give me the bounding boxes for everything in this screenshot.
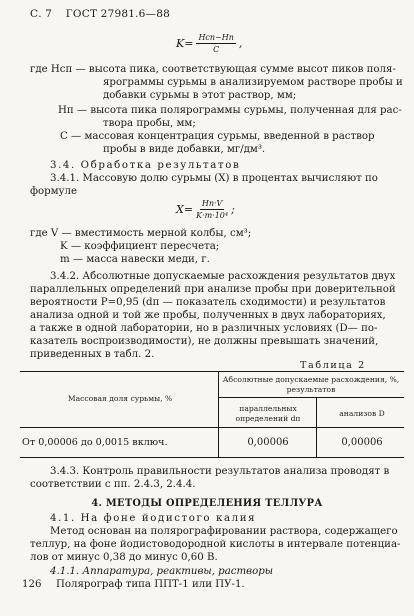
table-title: Таблица 2: [300, 359, 366, 371]
para-3-4-2-line3: вероятности P=0,95 (dп — показатель сходимости) и результатов: [30, 296, 386, 308]
table-col-divider: [218, 371, 219, 457]
table-row-d: 0,00006: [247, 437, 289, 449]
para-3-4-1-line1: 3.4.1. Массовую долю сурьмы (X) в процентах вычисляют по: [50, 173, 378, 185]
section-4-title: 4. МЕТОДЫ ОПРЕДЕЛЕНИЯ ТЕЛЛУРА: [91, 497, 323, 509]
formula-x: [176, 199, 235, 220]
def-hp-line1: Hп — высота пика полярограммы сурьмы, полученная для рас-: [58, 105, 402, 117]
def-hsp-line1: где Hсп — высота пика, соответствующая сумме высот пиков поля-: [30, 64, 396, 76]
def-hsp-line2: ярограммы сурьмы в анализируемом растворе пробы и: [103, 77, 403, 89]
def-v: где V — вместимость мерной колбы, см³;: [30, 227, 252, 239]
table-subheader-rule: [218, 397, 404, 398]
table-sub1-header: параллельных определений dп: [235, 403, 301, 423]
formula-k-denominator: C: [213, 45, 220, 55]
formula-k: [176, 33, 242, 54]
def-c-line1: C — массовая концентрация сурьмы, введенной в раствор: [60, 131, 375, 143]
para-3-4-3-line2: соответствии с пп. 2.4.3, 2.4.4.: [30, 479, 196, 491]
para-4-1-line3: лов от минус 0,38 до минус 0,60 В.: [30, 552, 218, 564]
page-number: 126: [22, 579, 42, 591]
table-bottom-rule: [20, 457, 404, 458]
table-row-range: От 0,00006 до 0,0015 включ.: [22, 437, 168, 449]
para-3-4-2-line5: а также в одной лаборатории, но в различных условиях (D— по-: [30, 322, 378, 334]
formula-k-lhs: K=: [176, 37, 194, 51]
header-page: С. 7: [30, 8, 53, 20]
table-header-rule: [20, 427, 404, 428]
header-standard: ГОСТ 27981.6—88: [65, 8, 170, 20]
def-m: m — масса навески меди, г.: [60, 253, 210, 265]
table-col1-header: Массовая доля сурьмы, %: [67, 394, 173, 404]
formula-x-tail: ;: [231, 203, 235, 217]
para-4-1-1-title: 4.1.1. Аппаратура, реактивы, растворы: [50, 566, 274, 578]
def-hsp-line3: добавки сурьмы в этот раствор, мм;: [103, 90, 297, 102]
table-sub2-header: анализов D: [339, 409, 385, 419]
para-4-1-title: 4.1. На фоне йодистого калия: [50, 513, 257, 525]
table-row-D: 0,00006: [341, 437, 383, 449]
para-4-1-line1: Метод основан на полярографировании раствора, содержащего: [50, 526, 398, 538]
para-3-4-2-line7: приведенных в табл. 2.: [30, 348, 155, 360]
para-3-4-2-line4: анализа одной и той же пробы, полученных в двух лабораториях,: [30, 309, 386, 321]
para-3-4-2-line1: 3.4.2. Абсолютные допускаемые расхождения результатов двух: [50, 270, 396, 282]
para-4-1-1-line1: Полярограф типа ППТ-1 или ПУ-1.: [56, 579, 245, 591]
table-group-header: Абсолютные допускаемые расхождения, %, результатов: [222, 374, 400, 394]
page-header: [30, 8, 170, 20]
para-4-1-line2: теллур, на фоне йодистоводородной кислоты в интервале потенциа-: [30, 539, 401, 551]
formula-x-numerator: Hп·V: [201, 199, 223, 209]
para-3-4-2-line6: казатель воспроизводимости), не должны превышать значений,: [30, 335, 379, 347]
def-hp-line2: твора пробы, мм;: [103, 118, 196, 130]
section-3-4-title: 3.4. Обработка результатов: [50, 160, 241, 172]
formula-x-lhs: X=: [176, 203, 194, 217]
table-top-rule: [20, 371, 404, 372]
para-3-4-3-line1: 3.4.3. Контроль правильности результатов анализа проводят в: [50, 466, 390, 477]
formula-k-tail: ,: [238, 37, 243, 51]
def-k: K — коэффициент пересчета;: [60, 240, 220, 252]
formula-x-denominator: K·m·10⁴: [196, 211, 229, 221]
formula-k-numerator: Hсп−Hп: [198, 33, 234, 43]
para-3-4-2-line2: параллельных определений при анализе пробы при доверительной: [30, 283, 396, 295]
def-c-line2: пробы в виде добавки, мг/дм³.: [103, 144, 266, 156]
para-3-4-1-line2: формуле: [30, 186, 78, 198]
